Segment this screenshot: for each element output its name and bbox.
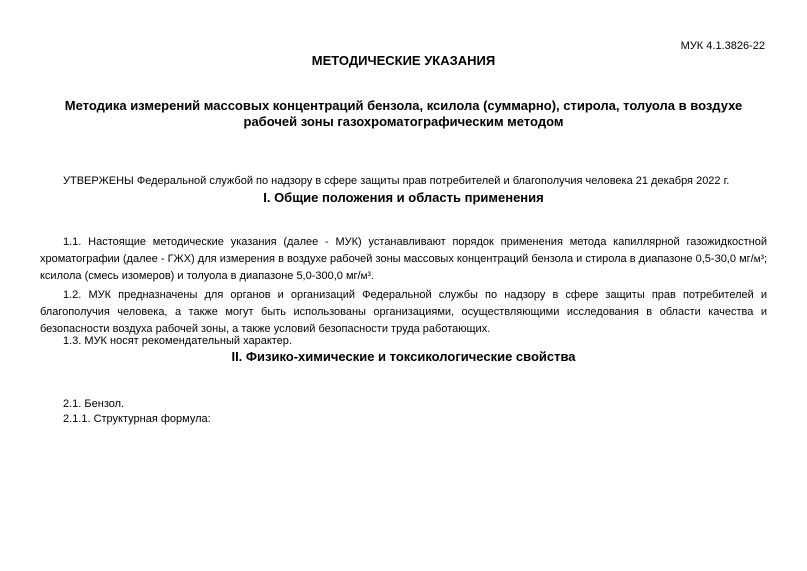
document-type-heading: МЕТОДИЧЕСКИЕ УКАЗАНИЯ [311, 53, 496, 68]
paragraph-1-1-text: 1.1. Настоящие методические указания (далее - МУК) устанавливают порядок применения метода капиллярной газожидкостной хроматографии (далее - ГЖХ) для измерения в воздухе рабочей зоны массовых концентраций бензола и стирола в диапазоне 0,5-30,0 мг/ [40, 236, 767, 265]
paragraph-1-1 [40, 234, 767, 285]
unit-mg-m3: м³ [753, 254, 764, 265]
paragraph-2-1: 2.1. Бензол. [63, 398, 125, 410]
section-1-heading: I. Общие положения и область применения [263, 190, 544, 205]
paragraph-1-3: 1.3. МУК носят рекомендательный характер. [63, 335, 292, 347]
unit-mg-m3: м³ [360, 271, 371, 282]
document-code: МУК 4.1.3826-22 [680, 40, 765, 52]
section-2-heading: II. Физико-химические и токсикологические свойства [231, 349, 576, 364]
paragraph-1-1-end: . [370, 270, 374, 282]
paragraph-1-1-mid: ; ксилола (смесь изомеров) и толуола в диапазоне 5,0-300,0 мг/ [40, 253, 767, 282]
paragraph-1-2: 1.2. МУК предназначены для органов и организаций Федеральной службы по надзору в сфере защиты прав потребителей и благополучия человека, а также могут быть использованы организациями, осуществляющими исследования в области качества и безопасности воздуха рабочей зоны, а также условий безопасности труда работающих. [40, 289, 767, 335]
paragraph-2-1-1: 2.1.1. Структурная формула: [63, 413, 211, 425]
document-title: Методика измерений массовых концентраций бензола, ксилола (суммарно), стирола, толуола в воздухе рабочей зоны газохроматографическим методом [64, 98, 743, 129]
approval-statement: УТВЕРЖЕНЫ Федеральной службой по надзору в сфере защиты прав потребителей и благополучия человека 21 декабря 2022 г. [63, 175, 730, 187]
